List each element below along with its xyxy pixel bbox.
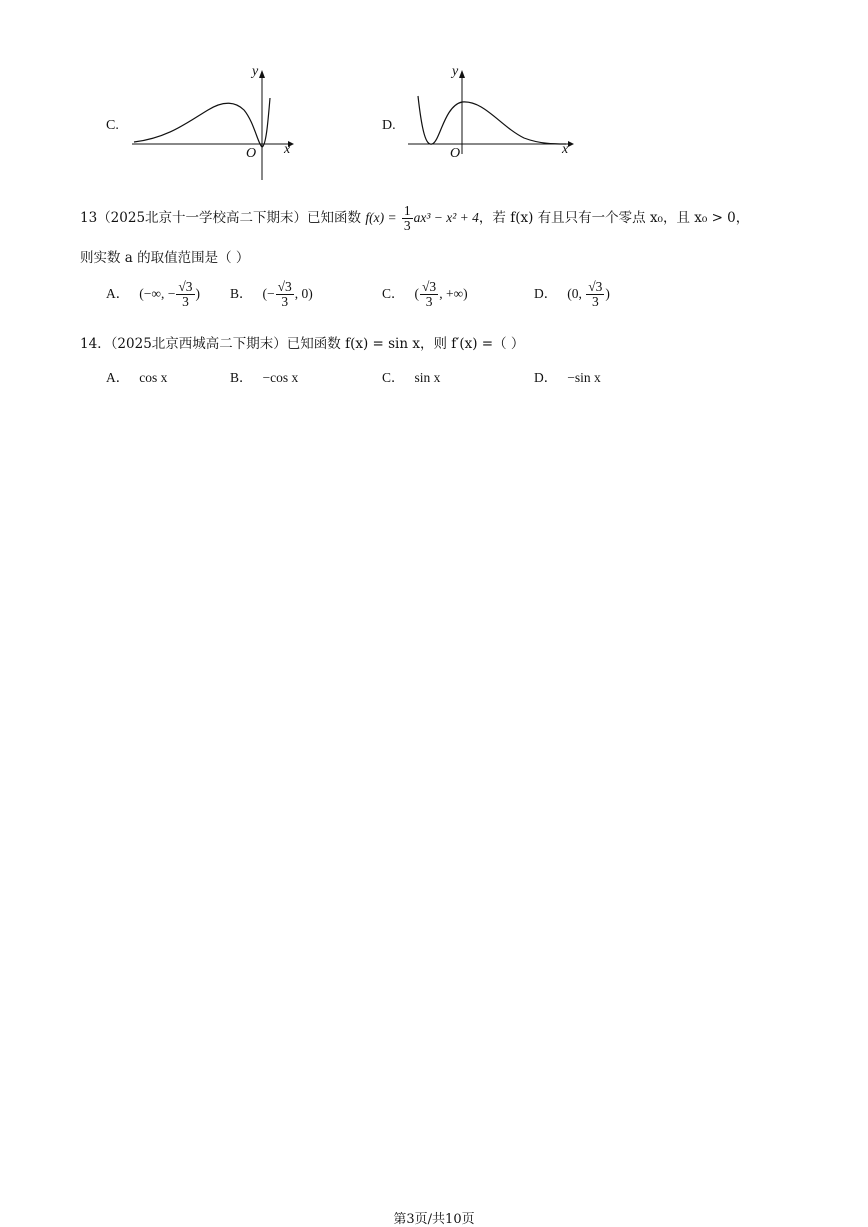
graph-c-y-arrow bbox=[259, 70, 265, 78]
graph-d-origin: O bbox=[450, 146, 461, 161]
q14-option-a[interactable]: A． cos x bbox=[106, 370, 168, 385]
graph-c-x-label: x bbox=[284, 142, 291, 157]
q14-number: 14 bbox=[80, 336, 98, 352]
graph-d-x-label: x bbox=[562, 142, 569, 157]
q14-option-c[interactable]: C． sin x bbox=[382, 370, 441, 385]
graph-d-y-arrow bbox=[459, 70, 465, 78]
q13-fraction: $\frac{1}{3}$ bbox=[403, 203, 411, 234]
graph-c-label: C. bbox=[106, 118, 119, 133]
q14-option-b[interactable]: B． −cos x bbox=[230, 370, 299, 385]
q14-text: ．（2025北京西城高二下期末）已知函数 f(x) = sin x，则 f′(x) =（ ） bbox=[97, 336, 525, 352]
graph-d bbox=[404, 62, 580, 172]
page-footer: 第3页/共10页 bbox=[393, 1212, 475, 1227]
q13-line2: 则实数 a 的取值范围是（ ） bbox=[80, 250, 250, 266]
q14-line bbox=[80, 332, 524, 352]
graph-d-y-label: y bbox=[452, 64, 459, 79]
q13-option-b[interactable]: B． (− $\frac{√3}{3}$ , 0) bbox=[230, 279, 313, 310]
graph-d-label: D. bbox=[382, 118, 396, 133]
q13-expr: ax³ − x² + 4 bbox=[413, 210, 479, 226]
q13-func: f(x) = bbox=[365, 210, 397, 226]
graph-d-curve bbox=[418, 96, 566, 144]
graph-c-curve bbox=[134, 98, 270, 147]
q13-option-a[interactable]: A． (−∞, − $\frac{√3}{3}$ ) bbox=[106, 279, 201, 310]
q13-line1 bbox=[80, 204, 749, 233]
q13-number: 13 bbox=[80, 210, 98, 227]
q13-option-d[interactable]: D． (0, $\frac{√3}{3}$ ) bbox=[534, 279, 610, 310]
graph-d-x-arrow bbox=[568, 141, 574, 147]
graph-c-y-label: y bbox=[252, 64, 259, 79]
q13-option-c[interactable]: C． ( $\frac{√3}{3}$ , +∞) bbox=[382, 279, 468, 310]
graph-c-origin: O bbox=[246, 146, 257, 161]
q13-condition: ，若 f(x) 有且只有一个零点 x₀，且 x₀ > 0， bbox=[478, 210, 750, 227]
q14-option-d[interactable]: D． −sin x bbox=[534, 370, 601, 385]
graph-c bbox=[128, 62, 298, 186]
q13-source: （2025北京十一学校高二下期末）已知函数 bbox=[97, 210, 362, 227]
